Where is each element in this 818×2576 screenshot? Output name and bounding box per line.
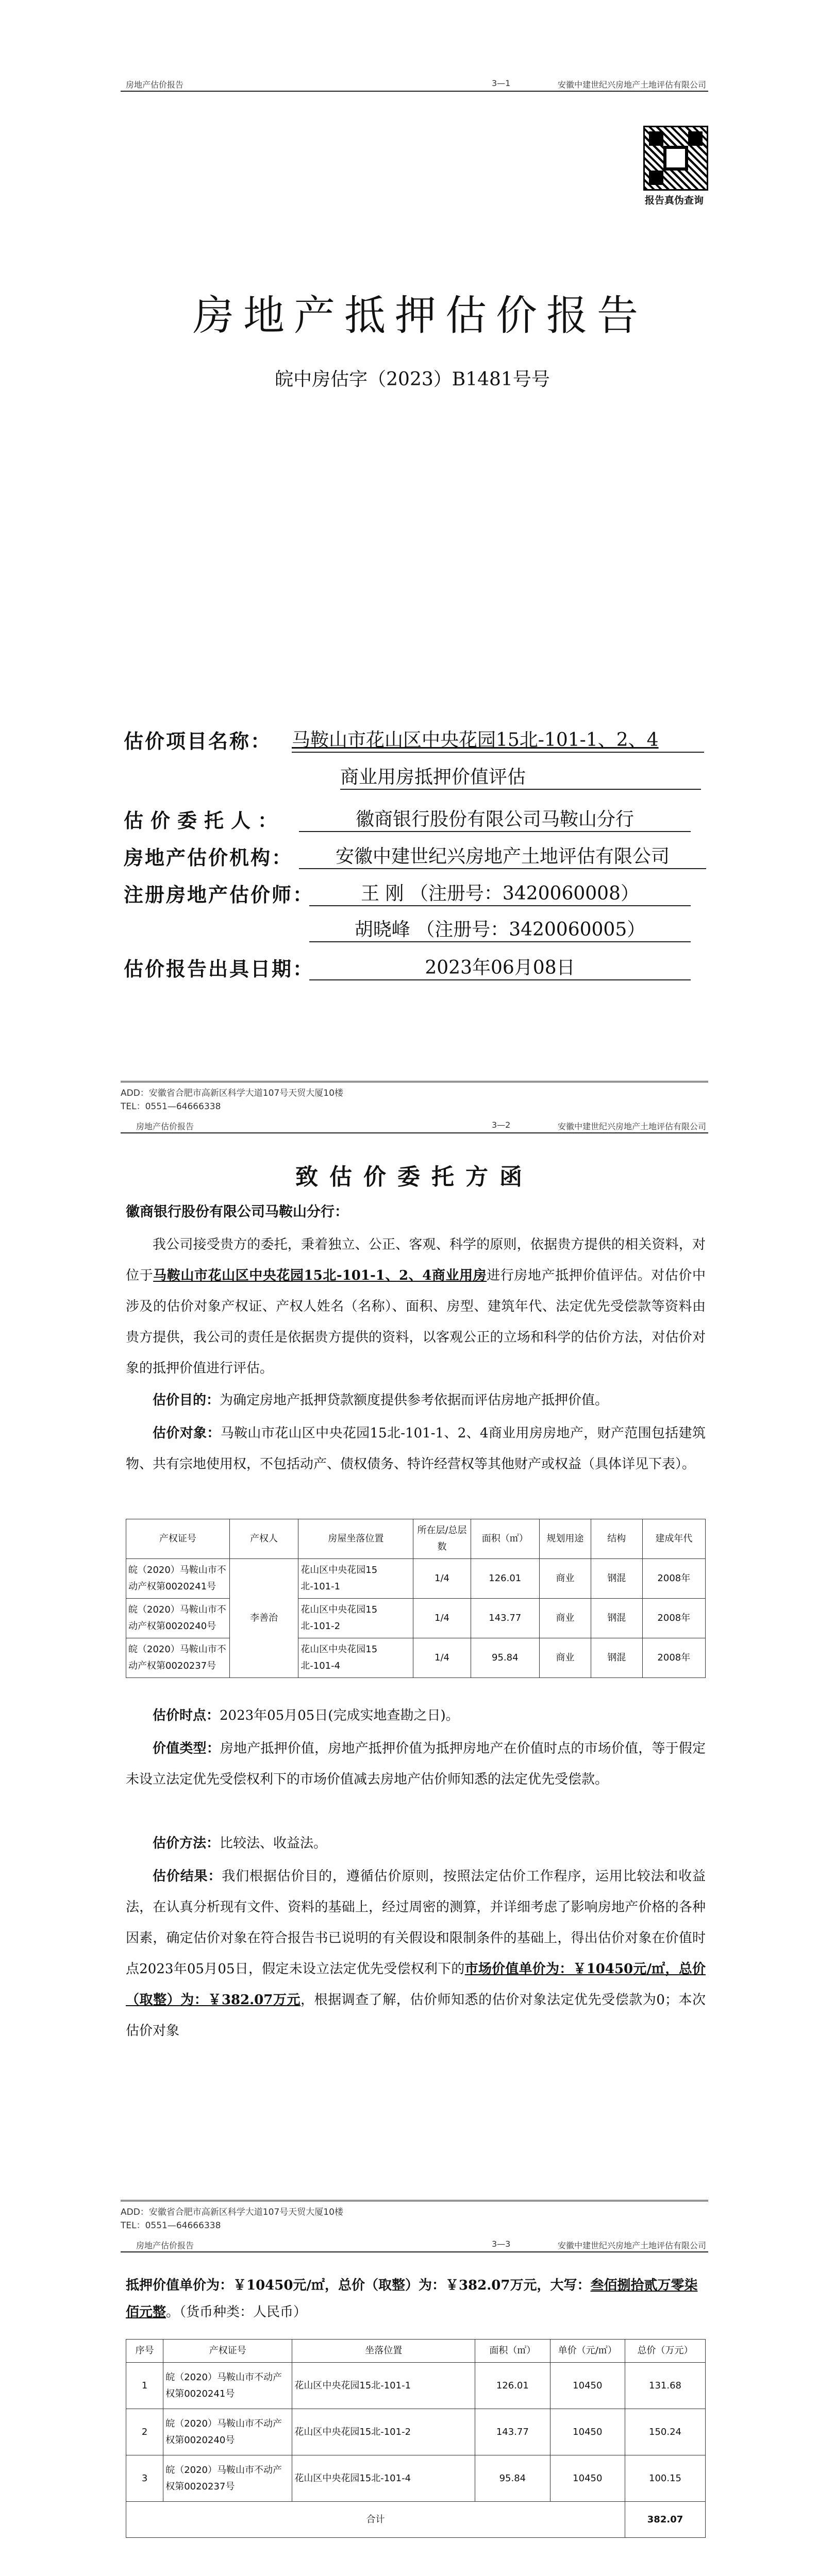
page-footer <box>121 1081 708 1113</box>
mortgage-value-words: 叁佰捌拾贰万零柒佰元整 <box>126 2278 698 2320</box>
structure: 钢混 <box>591 1599 642 1638</box>
col-header: 所在层/总层数 <box>413 1519 471 1559</box>
col-header: 序号 <box>126 2340 163 2363</box>
unit-price: 10450 <box>550 2455 625 2502</box>
built-year: 2008年 <box>642 1559 705 1599</box>
location: 花山区中央花园15北-101-2 <box>298 1599 413 1638</box>
total-price: 150.24 <box>625 2409 706 2455</box>
unit-price: 10450 <box>550 2363 625 2409</box>
property-table <box>126 1519 706 1678</box>
agency-value: 安徽中建世纪兴房地产土地评估有限公司 <box>299 842 706 869</box>
seq: 2 <box>126 2409 163 2455</box>
floor: 1/4 <box>413 1599 471 1638</box>
object-label: 估价对象： <box>153 1426 221 1441</box>
col-header: 产权证号 <box>126 1519 230 1559</box>
unit-price: 10450 <box>550 2409 625 2455</box>
area: 95.84 <box>471 1638 539 1678</box>
location: 花山区中央花园15北-101-1 <box>298 1559 413 1599</box>
footer-address: ADD：安徽省合肥市高新区科学大道107号天贸大厦10楼 <box>121 2207 343 2217</box>
col-header: 产权人 <box>229 1519 298 1559</box>
table-row <box>126 1638 706 1678</box>
table-row <box>126 2455 706 2502</box>
result-text-2: ，根据调查了解，估价师知悉的估价对象法定优先受偿款为0；本次估价对象 <box>126 1992 706 2039</box>
header-company: 安徽中建世纪兴房地产土地评估有限公司 <box>557 1122 706 1131</box>
report-number: 皖中房估字（2023）B1481号号 <box>275 369 550 390</box>
usage: 商业 <box>540 1559 591 1599</box>
table-total-row <box>126 2502 706 2538</box>
col-header: 单价（元/㎡） <box>550 2340 625 2363</box>
floor: 1/4 <box>413 1559 471 1599</box>
client-value: 徽商银行股份有限公司马鞍山分行 <box>299 805 691 832</box>
cert-no: 皖（2020）马鞍山市不动产权第0020237号 <box>163 2455 292 2502</box>
table-row <box>126 1599 706 1638</box>
location: 花山区中央花园15北-101-1 <box>292 2363 475 2409</box>
letter-title: 致估价委托方函 <box>295 1164 533 1190</box>
mortgage-value-text: 抵押价值单价为：￥10450元/㎡，总价（取整）为：￥382.07万元，大写： <box>126 2278 591 2293</box>
structure: 钢混 <box>591 1638 642 1678</box>
header-company: 安徽中建世纪兴房地产土地评估有限公司 <box>557 2241 706 2250</box>
col-header: 产权证号 <box>163 2340 292 2363</box>
time-label: 估价时点： <box>153 1708 220 1723</box>
table-row <box>126 2409 706 2455</box>
footer-tel: TEL：0551—64666338 <box>121 2221 221 2231</box>
footer-address: ADD：安徽省合肥市高新区科学大道107号天贸大厦10楼 <box>121 1088 343 1098</box>
seq: 3 <box>126 2455 163 2502</box>
date-label: 估价报告出具日期： <box>124 957 314 980</box>
letter-paragraph-intro <box>126 1229 706 1384</box>
item-label: 估价项目名称： <box>124 730 272 753</box>
area: 126.01 <box>475 2363 550 2409</box>
area: 95.84 <box>475 2455 550 2502</box>
col-header: 面积（㎡） <box>475 2340 550 2363</box>
result-label: 估价结果： <box>153 1869 222 1884</box>
valuation-table <box>126 2339 706 2538</box>
letter-paragraph-purpose <box>126 1385 706 1416</box>
letter-paragraph-object <box>126 1418 706 1480</box>
structure: 钢混 <box>591 1559 642 1599</box>
method-label: 估价方法： <box>153 1836 220 1851</box>
total-price: 100.15 <box>625 2455 706 2502</box>
agency-label: 房地产估价机构： <box>124 846 293 869</box>
value-type-label: 价值类型： <box>153 1741 220 1756</box>
header-company: 安徽中建世纪兴房地产土地评估有限公司 <box>557 80 706 90</box>
date-value: 2023年06月08日 <box>309 953 691 980</box>
header-left: 房地产估价报告 <box>136 2241 194 2250</box>
page-header <box>121 77 708 92</box>
page-header <box>121 2238 708 2252</box>
header-page-number: 3—2 <box>492 1120 511 1130</box>
page-footer <box>121 2200 708 2232</box>
header-page-number: 3—3 <box>492 2239 511 2249</box>
item-value-line2: 商业用房抵押价值评估 <box>340 762 701 790</box>
appraiser-1: 王 刚 （注册号：3420060008） <box>309 879 691 906</box>
cert-no: 皖（2020）马鞍山市不动产权第0020241号 <box>126 1559 230 1599</box>
qr-code[interactable] <box>643 126 708 191</box>
header-left: 房地产估价报告 <box>136 1122 194 1131</box>
table-header-row <box>126 2340 706 2363</box>
seq: 1 <box>126 2363 163 2409</box>
area: 126.01 <box>471 1559 539 1599</box>
col-header: 建成年代 <box>642 1519 705 1559</box>
total-label: 合计 <box>126 2502 625 2538</box>
cert-no: 皖（2020）马鞍山市不动产权第0020241号 <box>163 2363 292 2409</box>
letter-paragraph-result <box>126 1861 706 2046</box>
location: 花山区中央花园15北-101-4 <box>298 1638 413 1678</box>
col-header: 房屋坐落位置 <box>298 1519 413 1559</box>
col-header: 坐落位置 <box>292 2340 475 2363</box>
intro-text: 我公司接受贵方的委托，秉着独立、公正、客观、科学的原则，依据贵方提供的相关资料，对位于 <box>126 1237 706 1283</box>
item-value-line1: 马鞍山市花山区中央花园15北-101-1、2、4 <box>292 725 704 753</box>
report-title: 房地产抵押估价报告 <box>193 292 647 340</box>
table-row <box>126 1559 706 1599</box>
total-price: 131.68 <box>625 2363 706 2409</box>
letter-paragraph-method <box>126 1828 706 1859</box>
floor: 1/4 <box>413 1638 471 1678</box>
built-year: 2008年 <box>642 1638 705 1678</box>
col-header: 面积（㎡） <box>471 1519 539 1559</box>
value-type-text: 房地产抵押价值，房地产抵押价值为抵押房地产在价值时点的市场价值，等于假定未设立法定优先受偿权利下的市场价值减去房地产估价师知悉的法定优先受偿款。 <box>126 1741 706 1787</box>
intro-property: 马鞍山市花山区中央花园15北-101-1、2、4商业用房 <box>153 1268 487 1283</box>
result-value: 市场价值单价为：￥10450元/㎡，总价（取整）为：￥382.07万元 <box>126 1961 706 2008</box>
header-left: 房地产估价报告 <box>126 80 184 90</box>
letter-paragraph-value-type <box>126 1733 706 1795</box>
intro-text-2: 进行房地产抵押价值评估。对估价中涉及的估价对象产权证、产权人姓名（名称）、面积、房型、建筑年代、法定优先受偿款等资料由贵方提供，我公司的责任是依据贵方提供的资料，以客观公正的立场和科学的估价方法，对估价对象的抵押价值进行评估。 <box>126 1268 706 1376</box>
table-row <box>126 2363 706 2409</box>
col-header: 规划用途 <box>540 1519 591 1559</box>
cert-no: 皖（2020）马鞍山市不动产权第0020237号 <box>126 1638 230 1678</box>
page-header <box>121 1119 708 1133</box>
location: 花山区中央花园15北-101-4 <box>292 2455 475 2502</box>
col-header: 总价（万元） <box>625 2340 706 2363</box>
location: 花山区中央花园15北-101-2 <box>292 2409 475 2455</box>
currency-note: 。（货币种类：人民币） <box>166 2304 307 2320</box>
letter-paragraph-time <box>126 1700 706 1731</box>
footer-tel: TEL：0551—64666338 <box>121 1101 221 1112</box>
table-header-row <box>126 1519 706 1559</box>
header-page-number: 3—1 <box>492 78 511 88</box>
client-label: 估价委托人： <box>124 809 285 832</box>
area: 143.77 <box>471 1599 539 1638</box>
owner: 李善治 <box>229 1559 298 1678</box>
qr-caption: 报告真伪查询 <box>644 195 704 206</box>
total-value: 382.07 <box>625 2502 706 2538</box>
built-year: 2008年 <box>642 1599 705 1638</box>
result-text: 我们根据估价目的，遵循估价原则，按照法定估价工作程序，运用比较法和收益法，在认真分析现有文件、资料的基础上，经过周密的测算，并详细考虑了影响房地产价格的各种因素，确定估价对象在符合报告书已说明的有关假设和限制条件的基础上，得出估价对象在价值时点2023年05月05日，假定未设立法定优先受偿权利下的 <box>126 1869 706 1977</box>
cert-no: 皖（2020）马鞍山市不动产权第0020240号 <box>163 2409 292 2455</box>
method-text: 比较法、收益法。 <box>220 1836 327 1851</box>
col-header: 结构 <box>591 1519 642 1559</box>
usage: 商业 <box>540 1638 591 1678</box>
time-text: 2023年05月05日(完成实地查勘之日)。 <box>220 1708 459 1723</box>
purpose-label: 估价目的： <box>153 1393 220 1408</box>
purpose-text: 为确定房地产抵押贷款额度提供参考依据而评估房地产抵押价值。 <box>220 1393 609 1408</box>
appraiser-2: 胡晓峰 （注册号：3420060005） <box>309 915 691 942</box>
mortgage-value-line <box>126 2272 706 2326</box>
cert-no: 皖（2020）马鞍山市不动产权第0020240号 <box>126 1599 230 1638</box>
letter-recipient: 徽商银行股份有限公司马鞍山分行： <box>126 1204 348 1220</box>
appraiser-label: 注册房地产估价师： <box>124 883 314 906</box>
usage: 商业 <box>540 1599 591 1638</box>
area: 143.77 <box>475 2409 550 2455</box>
object-text: 马鞍山市花山区中央花园15北-101-1、2、4商业用房房地产，财产范围包括建筑物、共有宗地使用权，不包括动产、债权债务、特许经营权等其他财产或权益（具体详见下表）。 <box>126 1426 706 1472</box>
